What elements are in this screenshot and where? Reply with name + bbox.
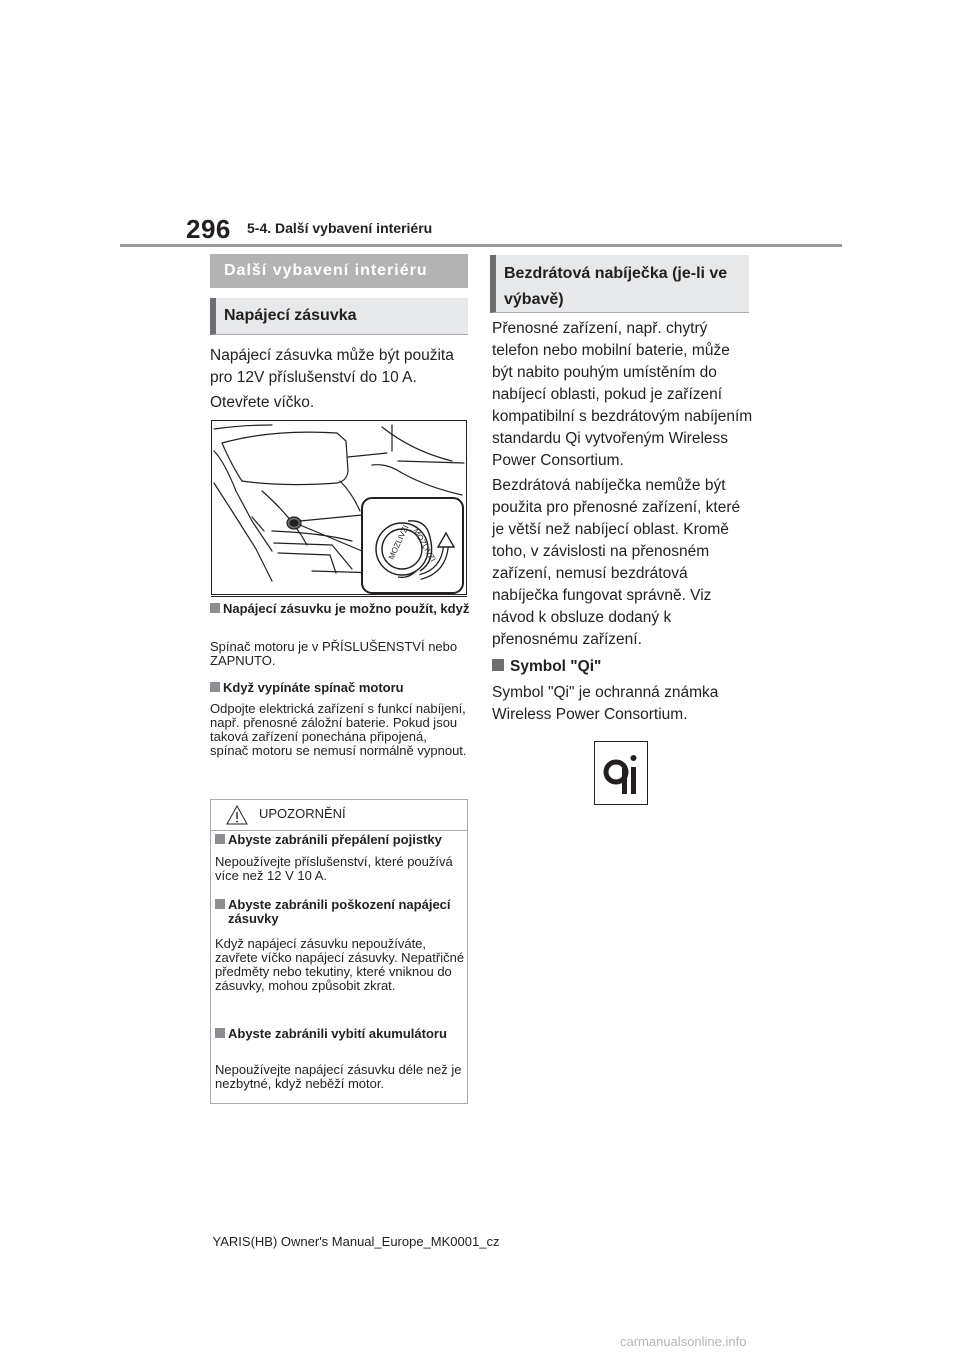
square-bullet-icon (210, 603, 220, 613)
caution-heading-outlet-damage (215, 898, 467, 926)
power-outlet-paragraph: Napájecí zásuvka může být použita pro 12V příslušenství do 10 A. (210, 347, 454, 386)
power-outlet-illustration (211, 420, 467, 595)
cap-label-text: MOZLIVZI (386, 523, 411, 561)
caution-heading-battery (215, 1027, 467, 1041)
outlet-drawing (212, 421, 467, 595)
qi-symbol-heading (492, 658, 601, 676)
square-bullet-icon (492, 659, 504, 671)
footer-manual-id (0, 1234, 960, 1249)
caution-header (211, 800, 467, 831)
qi-logo-icon (594, 741, 648, 805)
note-text-switch-off: Odpojte elektrická zařízení s funkcí nabíjení, např. přenosné záložní baterie. Pokud jsou taková zařízení ponechána připojená, spínač motoru se nemusí normálně vypnout. (210, 701, 467, 758)
page-number: 296 (186, 214, 231, 244)
caution-heading-text: Abyste zabránili poškození napájecí zásuvky (228, 897, 451, 926)
square-bullet-icon (215, 834, 225, 844)
subsection-title-power-outlet: Napájecí zásuvka (210, 298, 468, 335)
wireless-charger-limitations: Bezdrátová nabíječka nemůže být použita pro přenosné zařízení, které je větší než nabíjecí oblast. Kromě toho, v závislosti na přenosném zařízení, nemusí bezdrátová nabíječka fungovat správně. Viz návod k obsluze dodaný k přenosnému zařízení. (492, 477, 741, 648)
square-bullet-icon (215, 899, 225, 909)
note-heading-text: Napájecí zásuvku je možno použít, když (223, 601, 470, 616)
note-text-usage: Spínač motoru je v PŘÍSLUŠENSTVÍ nebo ZAPNUTO. (210, 639, 458, 668)
qi-symbol-heading-text: Symbol "Qi" (510, 658, 602, 675)
note-heading-switch-off (210, 681, 468, 695)
subsection-title-wireless-charger: Bezdrátová nabíječka (je-li ve výbavě) (490, 255, 749, 313)
caution-heading-text: Abyste zabránili přepálení pojistky (228, 832, 442, 847)
warning-triangle-icon (225, 804, 249, 826)
qi-logo-drawing (595, 742, 647, 804)
open-cap-instruction: Otevřete víčko. (210, 394, 315, 411)
caution-text-fuse: Nepoužívejte příslušenství, které používá více než 12 V 10 A. (215, 854, 453, 883)
caution-heading-fuse (215, 833, 467, 847)
footer-text: YARIS(HB) Owner's Manual_Europe_MK0001_cz (212, 1234, 500, 1249)
caution-text-outlet-damage: Když napájecí zásuvku nepoužíváte, zavřete víčko napájecí zásuvky. Nepatřičné předměty nebo tekutiny, které vniknou do zásuvky, mohou způsobit zkrat. (215, 936, 465, 993)
caution-heading-text: Abyste zabránili vybití akumulátoru (228, 1026, 447, 1041)
square-bullet-icon (215, 1028, 225, 1038)
section-reference: 5-4. Další vybavení interiéru (247, 220, 433, 236)
caution-text-battery: Nepoužívejte napájecí zásuvku déle než je nezbytné, když neběží motor. (215, 1062, 462, 1091)
note-heading-usage (210, 602, 481, 616)
header-rule (120, 244, 842, 247)
wireless-charger-paragraph: Přenosné zařízení, např. chytrý telefon nebo mobilní baterie, může být nabito pouhým umístěním do nabíjecí oblasti, pokud je zařízení kompatibilní s bezdrátovým nabíjením standardu Qi vytvořeným Wireless Power Consortium. (492, 320, 753, 469)
cap-label-text-2: MOZLIVZI (411, 526, 438, 564)
watermark: carmanualsonline.info (620, 1334, 747, 1349)
section-band-title: Další vybavení interiéru (210, 254, 468, 288)
caution-title: UPOZORNĚNÍ (259, 806, 346, 821)
square-bullet-icon (210, 682, 220, 692)
qi-symbol-text: Symbol "Qi" je ochranná známka Wireless Power Consortium. (492, 684, 719, 723)
note-heading-text: Když vypínáte spínač motoru (223, 680, 404, 695)
figure-rule (211, 596, 467, 597)
